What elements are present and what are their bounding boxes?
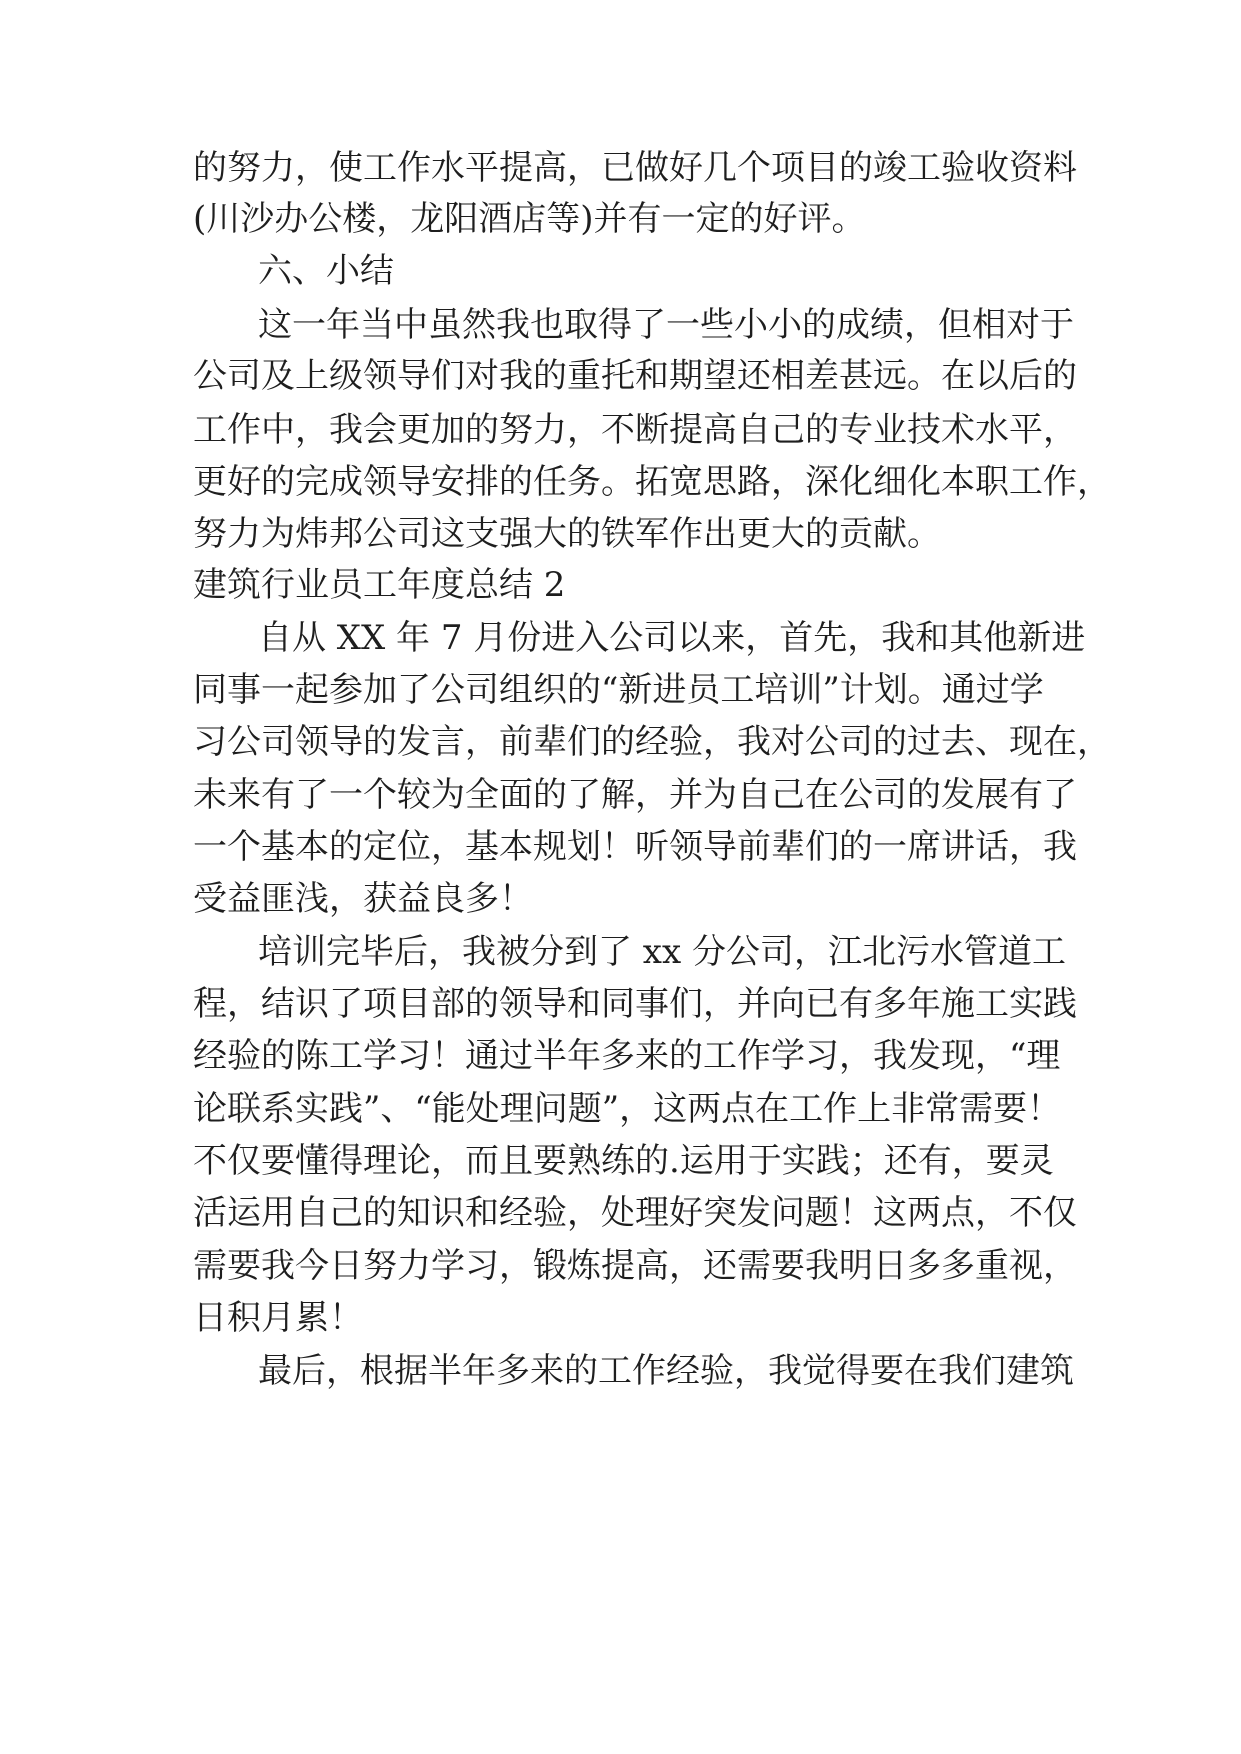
- paragraph-line: 同事一起参加了公司组织的“新进员工培训”计划。通过学: [193, 670, 1044, 710]
- paragraph-line: 工作中，我会更加的努力，不断提高自己的专业技术水平，: [193, 410, 1077, 450]
- paragraph-line: 公司及上级领导们对我的重托和期望还相差甚远。在以后的: [193, 356, 1077, 396]
- paragraph-line: 努力为炜邦公司这支强大的铁军作出更大的贡献。: [193, 514, 941, 554]
- paragraph-line: (川沙办公楼，龙阳酒店等)并有一定的好评。: [193, 199, 866, 239]
- paragraph-line: 活运用自己的知识和经验，处理好突发问题！这两点，不仅: [193, 1193, 1077, 1233]
- paragraph-line: 这一年当中虽然我也取得了一些小小的成绩，但相对于: [258, 305, 1074, 345]
- paragraph-line: 更好的完成领导安排的任务。拓宽思路，深化细化本职工作，: [193, 462, 1111, 502]
- paragraph-line: 受益匪浅，获益良多！: [193, 879, 533, 919]
- paragraph-line: 的努力，使工作水平提高，已做好几个项目的竣工验收资料: [193, 148, 1077, 188]
- paragraph-line: 自从 XX 年 7 月份进入公司以来，首先，我和其他新进: [258, 618, 1086, 658]
- paragraph-line: 日积月累！: [193, 1298, 363, 1338]
- paragraph-line: 未来有了一个较为全面的了解，并为自己在公司的发展有了: [193, 775, 1077, 815]
- paragraph-line: 经验的陈工学习！通过半年多来的工作学习，我发现，“理: [193, 1036, 1061, 1076]
- paragraph-line: 需要我今日努力学习，锻炼提高，还需要我明日多多重视，: [193, 1246, 1077, 1286]
- paragraph-line: 最后，根据半年多来的工作经验，我觉得要在我们建筑: [258, 1351, 1074, 1391]
- paragraph-line: 习公司领导的发言，前辈们的经验，我对公司的过去、现在，: [193, 722, 1111, 762]
- paragraph-line: 不仅要懂得理论，而且要熟练的.运用于实践；还有，要灵: [193, 1141, 1054, 1181]
- document-title: 建筑行业员工年度总结 2: [193, 565, 566, 605]
- paragraph-line: 培训完毕后，我被分到了 xx 分公司，江北污水管道工: [258, 932, 1066, 972]
- paragraph-line: 程，结识了项目部的领导和同事们，并向已有多年施工实践: [193, 984, 1077, 1024]
- section-heading: 六、小结: [258, 251, 394, 291]
- paragraph-line: 一个基本的定位，基本规划！听领导前辈们的一席讲话，我: [193, 827, 1077, 867]
- paragraph-line: 论联系实践”、“能处理问题”，这两点在工作上非常需要！: [193, 1089, 1062, 1129]
